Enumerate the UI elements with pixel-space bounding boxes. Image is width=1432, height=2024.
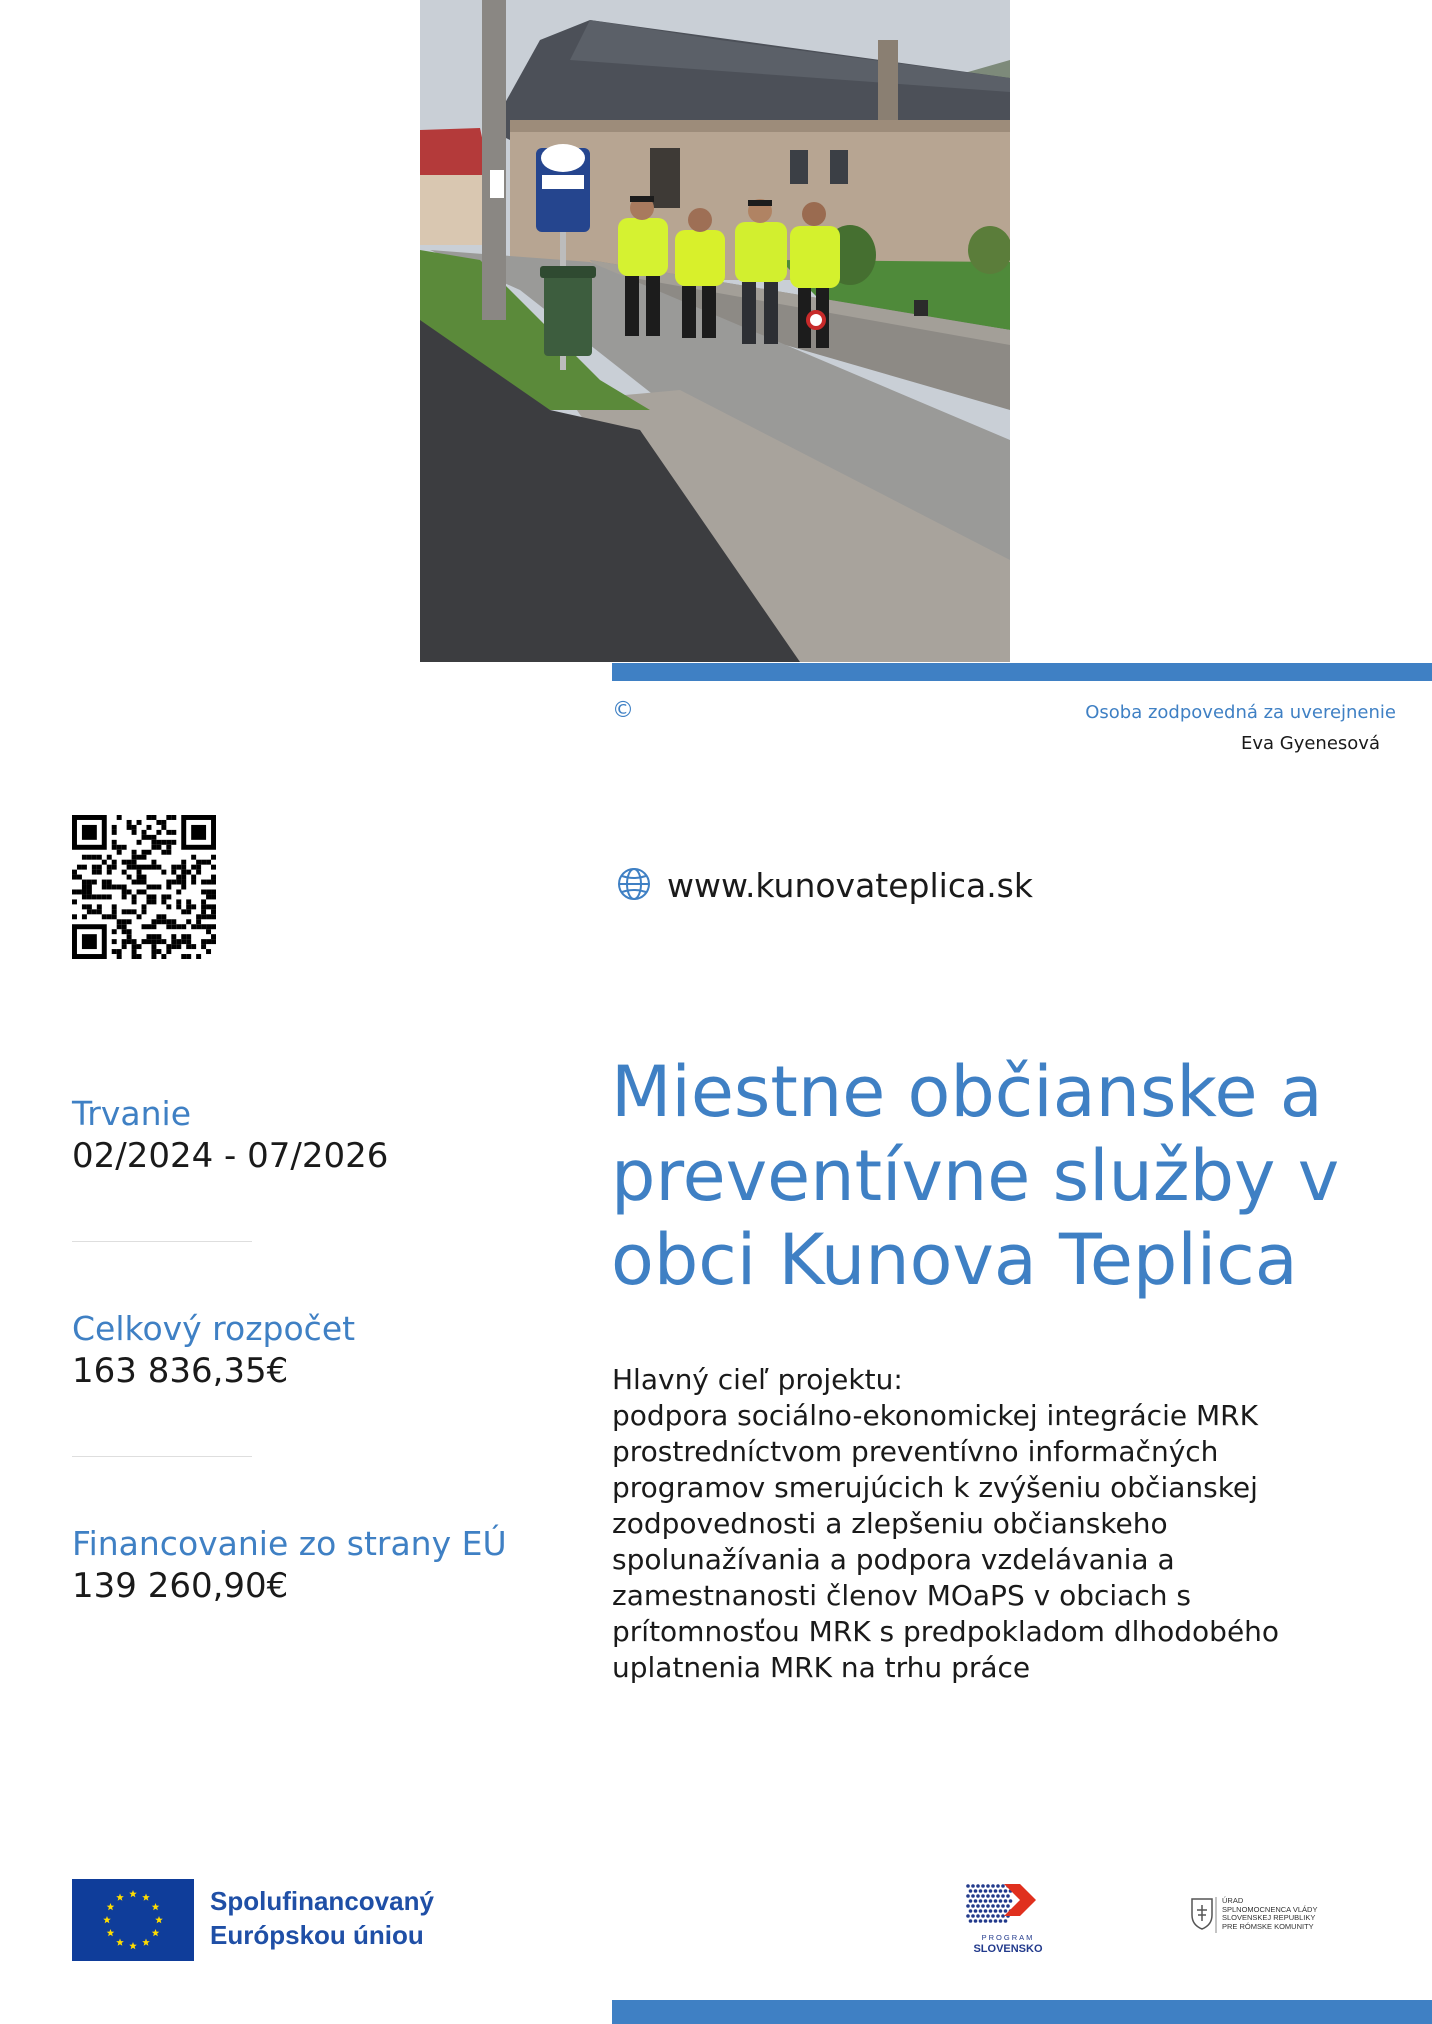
eu-logo-line: Spolufinancovaný bbox=[210, 1886, 434, 1916]
qr-code[interactable] bbox=[72, 815, 216, 959]
government-office-logo-text bbox=[1222, 1897, 1317, 1931]
goal-text: podpora sociálno-ekonomickej integrácie MRK prostredníctvom preventívno informačných programov smerujúcich k zvýšeniu občianskej zodpovednosti a zlepšeniu občianskeho spolunažívania a podpora vzdelávania a zamestnanosti členov MOaPS v obciach s prítomnosťou MRK s predpokladom dlhodobého uplatnenia MRK na trhu práce bbox=[612, 1399, 1280, 1684]
budget-label: Celkový rozpočet bbox=[72, 1309, 356, 1348]
program-logo-line2: SLOVENSKO bbox=[973, 1943, 1043, 1955]
responsible-person-name: Eva Gyenesová bbox=[1240, 733, 1380, 754]
office-logo-line: SLOVENSKEJ REPUBLIKY bbox=[1222, 1913, 1316, 1922]
eu-cofunded-logo-text bbox=[210, 1884, 434, 1952]
eu-logo-line: Európskou úniou bbox=[210, 1920, 424, 1950]
program-slovensko-logo bbox=[964, 1880, 1052, 1956]
top-accent-bar bbox=[612, 663, 1432, 681]
eu-flag-icon bbox=[72, 1879, 194, 1961]
project-photo bbox=[420, 0, 1010, 662]
office-logo-line: PRE RÓMSKE KOMUNITY bbox=[1222, 1921, 1314, 1931]
office-logo-line: ÚRAD bbox=[1222, 1896, 1244, 1905]
eu-funding-label: Financovanie zo strany EÚ bbox=[72, 1524, 507, 1563]
budget-value: 163 836,35€ bbox=[72, 1351, 289, 1391]
program-logo-line1: PROGRAM bbox=[981, 1933, 1035, 1942]
copyright-symbol: © bbox=[612, 698, 634, 723]
duration-label: Trvanie bbox=[72, 1094, 192, 1133]
project-title: Miestne občianske a preventívne služby v obci Kunova Teplica bbox=[611, 1051, 1340, 1301]
eu-funding-value: 139 260,90€ bbox=[72, 1566, 289, 1606]
duration-value: 02/2024 - 07/2026 bbox=[72, 1136, 389, 1176]
responsible-person-label: Osoba zodpovedná za uverejnenie bbox=[1085, 702, 1396, 723]
website-link[interactable]: www.kunovateplica.sk bbox=[667, 866, 1033, 905]
globe-icon bbox=[617, 867, 651, 901]
divider bbox=[72, 1241, 252, 1242]
project-goal bbox=[612, 1362, 1372, 1686]
bottom-accent-bar bbox=[612, 2000, 1432, 2024]
divider bbox=[72, 1456, 252, 1457]
goal-heading: Hlavný cieľ projektu: bbox=[612, 1363, 903, 1396]
office-logo-line: SPLNOMOCNENCA VLÁDY bbox=[1222, 1904, 1318, 1914]
